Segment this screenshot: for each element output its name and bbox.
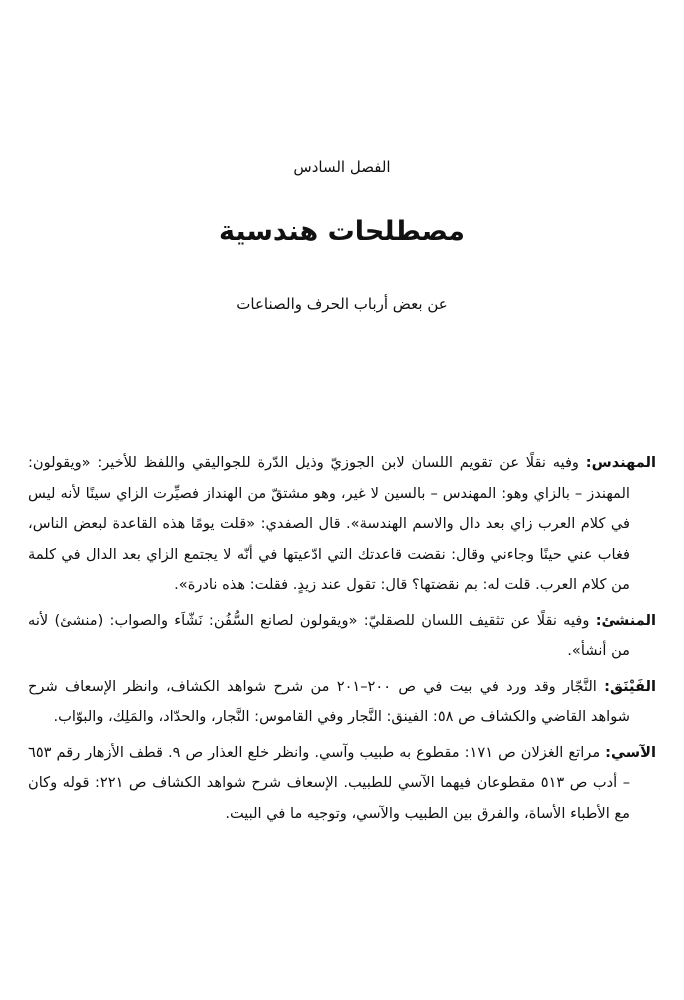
chapter-label: الفصل السادس [293, 158, 391, 176]
entry-term: الآسي: [605, 743, 656, 761]
glossary-entry-munshi [28, 606, 656, 667]
entry-term: المنشئ: [595, 611, 656, 629]
entry-term: الفَيْنَق: [604, 677, 656, 695]
glossary-entry-fayniq [28, 672, 656, 733]
entry-text: النَّجّار وقد ورد في بيت في ص ٢٠٠–٢٠١ من شرح شواهد الكشاف، وانظر الإسعاف شرح شواهد القاضي والكشاف ص ٥٨: الفينق: النَّجار وفي القاموس: النَّجار، والحدّاد، والمَلِك، والبوّاب. [28, 677, 630, 725]
entry-text: وفيه نقلًا عن تقويم اللسان لابن الجوزيّ وذيل الدّرة للجواليقي واللفظ للأخير: «ويقولون: المهندز – بالزاي وهو: المهندس – بالسين لا غير، وهو مشتقّ من الهنداز فصيِّرت الزاي سينًا لأنه ليس في كلام العرب زاي بعد دال والاسم الهندسة». قال الصفدي: «قلت يومًا هذه القاعدة لبعض الناس، فغاب عني حينًا وجاءني وقال: نقضت قاعدتك التي ادّعيتها في أنّه لا يجتمع الزاي بعد الدال في كلمة من كلام العرب. قلت له: بم نقضتها؟ قال: تقول عند زيدٍ. فقلت: هذه نادرة». [28, 454, 630, 593]
page-subtitle: عن بعض أرباب الحرف والصناعات [236, 295, 448, 313]
entry-term: المهندس: [585, 454, 656, 471]
page-title: مصطلحات هندسية [218, 216, 466, 247]
entry-text: مراتع الغزلان ص ١٧١: مقطوع به طبيب وآسي. وانظر خلع العذار ص ٩. قطف الأزهار رقم ٦٥٣ – أدب ص ٥١٣ مقطوعان فيهما الآسي للطبيب. الإسعاف شرح شواهد الكشاف ص ٢٢١: قوله وكان مع الأطباء الأساة، والفرق بين الطبيب والآسي، وتوجيه ما في البيت. [28, 743, 631, 822]
glossary-entry-muhandis [28, 448, 656, 601]
entry-text: وفيه نقلًا عن تثقيف اللسان للصقليّ: «ويقولون لصانع السُّفُن: نَشّاَء والصواب: (منشئ) لأنه من أنشأ». [28, 611, 630, 659]
glossary-entries [28, 448, 656, 834]
glossary-entry-asi [28, 738, 656, 830]
